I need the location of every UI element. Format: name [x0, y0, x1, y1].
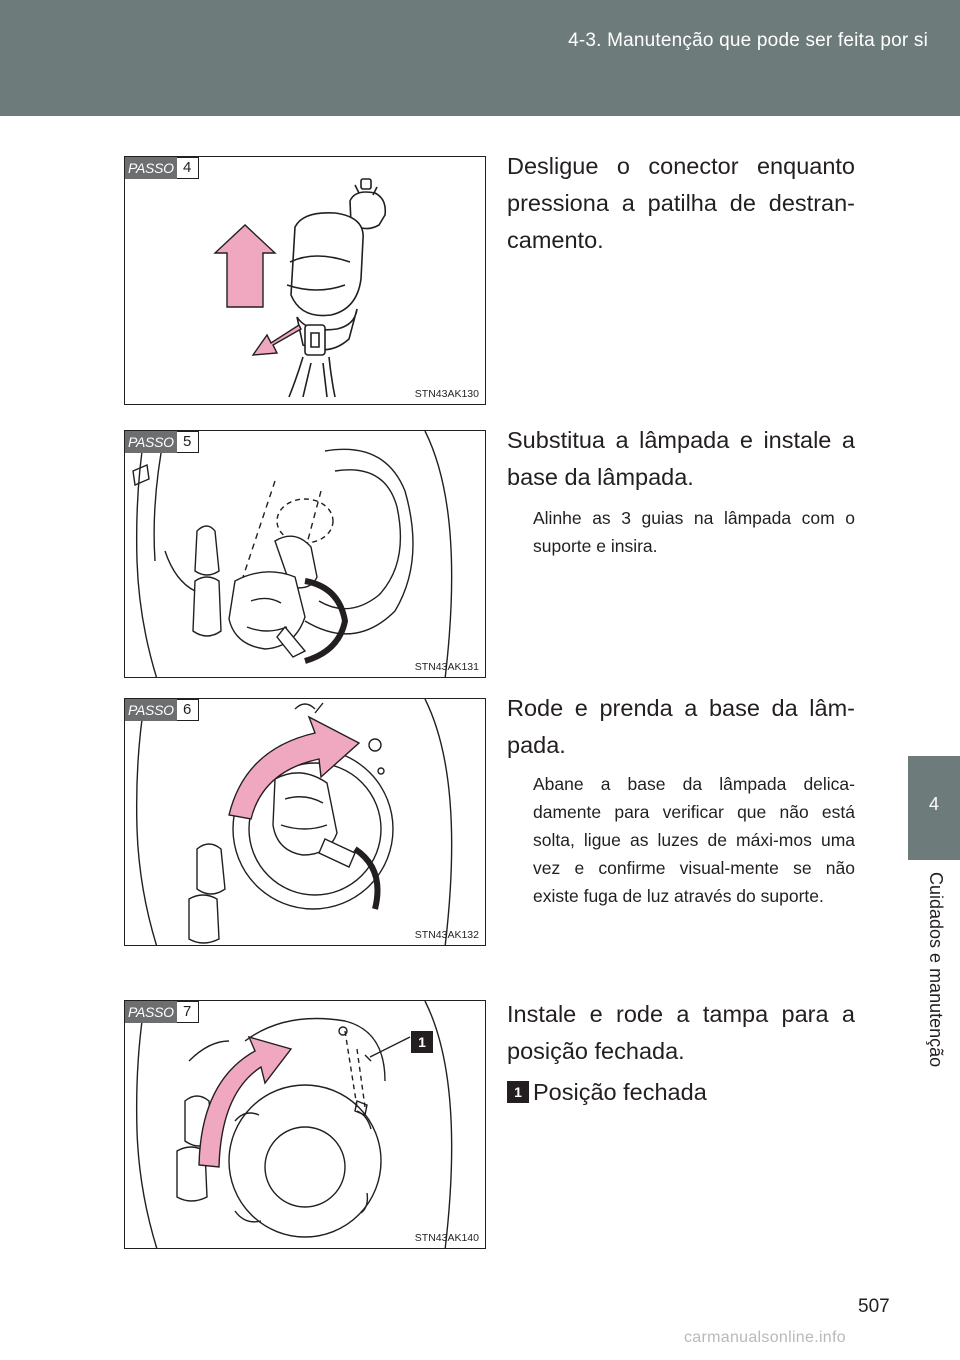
- bulb-connector-illustration: [125, 157, 486, 405]
- figure-code: STN43AK132: [414, 929, 479, 941]
- figure-step-7: [124, 1000, 486, 1249]
- figure-step-6: [124, 698, 486, 946]
- step-badge: [125, 699, 199, 721]
- figure-code: STN43AK140: [414, 1232, 479, 1244]
- figure-step-4: [124, 156, 486, 405]
- chapter-label-box: [908, 860, 960, 1106]
- chapter-number: 4: [928, 794, 939, 814]
- step-6-note: Abane a base da lâmpada delica-damente para verificar que não está solta, ligue as luzes de máxi-mos uma vez e confirme visual-mente se não existe fuga de luz através do suporte.: [533, 774, 855, 906]
- watermark: carmanualsonline.info: [684, 1329, 846, 1346]
- step-badge-word: PASSO: [125, 1001, 177, 1023]
- bulb-rotate-illustration: [125, 699, 486, 946]
- step-5-note: Alinhe as 3 guias na lâmpada com o suporte e insira.: [533, 508, 855, 556]
- step-badge: [125, 431, 199, 453]
- step-5-instruction: Substitua a lâmpada e instale a base da lâmpada.: [507, 427, 855, 490]
- figure-code: STN43AK131: [414, 661, 479, 673]
- step-badge-number: 6: [177, 699, 199, 721]
- step-badge-word: PASSO: [125, 431, 177, 453]
- step-badge-number: 4: [177, 157, 199, 179]
- legend-badge: 1: [507, 1081, 529, 1103]
- page-number: 507: [858, 1296, 890, 1317]
- step-badge: [125, 1001, 199, 1023]
- legend-label: Posição fechada: [533, 1078, 707, 1105]
- header-band: [0, 0, 960, 116]
- down-left-arrow-icon: [253, 325, 301, 355]
- bulb-install-illustration: [125, 431, 486, 678]
- chapter-label: Cuidados e manutenção: [926, 872, 946, 1068]
- up-arrow-icon: [215, 225, 275, 307]
- step-badge-number: 7: [177, 1001, 199, 1023]
- legend-closed-position: [507, 1075, 707, 1109]
- step-6-instruction: Rode e prenda a base da lâm-pada.: [507, 695, 855, 758]
- section-title: 4-3. Manutenção que pode ser feita por si: [568, 30, 928, 51]
- step-7-instruction: Instale e rode a tampa para a posição fechada.: [507, 1001, 855, 1064]
- step-4-instruction: Desligue o conector enquanto pressiona a patilha de destran-camento.: [507, 153, 855, 253]
- step-badge-word: PASSO: [125, 157, 177, 179]
- figure-code: STN43AK130: [414, 388, 479, 400]
- callout-badge: 1: [411, 1031, 433, 1053]
- step-badge: [125, 157, 199, 179]
- chapter-side-tab[interactable]: [908, 116, 960, 1360]
- step-badge-number: 5: [177, 431, 199, 453]
- figure-step-5: [124, 430, 486, 678]
- chapter-number-box: [908, 756, 960, 860]
- step-badge-word: PASSO: [125, 699, 177, 721]
